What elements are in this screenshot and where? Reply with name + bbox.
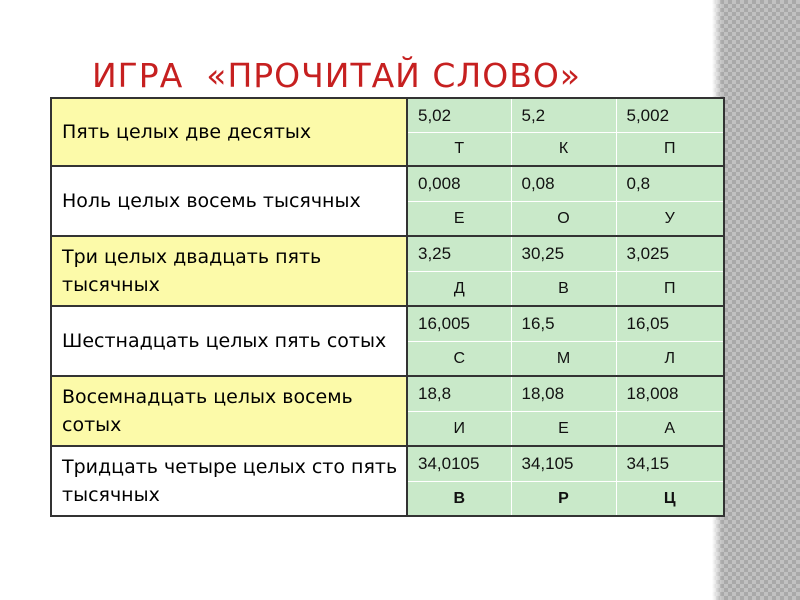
row-description: Восемнадцать целых восемь сотых [51, 376, 407, 446]
option-number: 34,105 [511, 446, 616, 482]
option-letter: С [407, 342, 511, 377]
option-letter: В [511, 272, 616, 307]
option-number: 5,02 [407, 98, 511, 133]
option-letter: О [511, 202, 616, 237]
option-letter: И [407, 412, 511, 447]
option-letter: К [511, 133, 616, 167]
row-description: Шестнадцать целых пять сотых [51, 306, 407, 376]
table-row [51, 166, 724, 202]
option-letter: Е [407, 202, 511, 237]
option-letter: В [407, 482, 511, 517]
option-letter: П [616, 272, 724, 307]
option-number: 34,0105 [407, 446, 511, 482]
option-number: 0,008 [407, 166, 511, 202]
option-number: 5,2 [511, 98, 616, 133]
table-row [51, 446, 724, 482]
option-number: 3,025 [616, 236, 724, 272]
table-row [51, 236, 724, 272]
row-description: Три целых двадцать пять тысячных [51, 236, 407, 306]
option-number: 18,08 [511, 376, 616, 412]
option-number: 5,002 [616, 98, 724, 133]
option-letter: Р [511, 482, 616, 517]
table-row [51, 98, 724, 133]
option-number: 16,5 [511, 306, 616, 342]
option-number: 18,8 [407, 376, 511, 412]
option-letter: Т [407, 133, 511, 167]
option-letter: М [511, 342, 616, 377]
slide-title: ИГРА «ПРОЧИТАЙ СЛОВО» [92, 56, 581, 95]
option-letter: Е [511, 412, 616, 447]
row-description: Тридцать четыре целых сто пять тысячных [51, 446, 407, 516]
option-letter: У [616, 202, 724, 237]
option-number: 18,008 [616, 376, 724, 412]
option-number: 16,005 [407, 306, 511, 342]
row-description: Ноль целых восемь тысячных [51, 166, 407, 236]
option-number: 30,25 [511, 236, 616, 272]
option-number: 16,05 [616, 306, 724, 342]
option-letter: Л [616, 342, 724, 377]
table-row [51, 376, 724, 412]
option-letter: Д [407, 272, 511, 307]
game-table [50, 97, 725, 517]
decorative-side-stripe [712, 0, 800, 600]
option-number: 0,8 [616, 166, 724, 202]
option-letter: А [616, 412, 724, 447]
option-letter: П [616, 133, 724, 167]
option-number: 0,08 [511, 166, 616, 202]
row-description: Пять целых две десятых [51, 98, 407, 166]
table-row [51, 306, 724, 342]
option-number: 3,25 [407, 236, 511, 272]
option-number: 34,15 [616, 446, 724, 482]
option-letter: Ц [616, 482, 724, 517]
